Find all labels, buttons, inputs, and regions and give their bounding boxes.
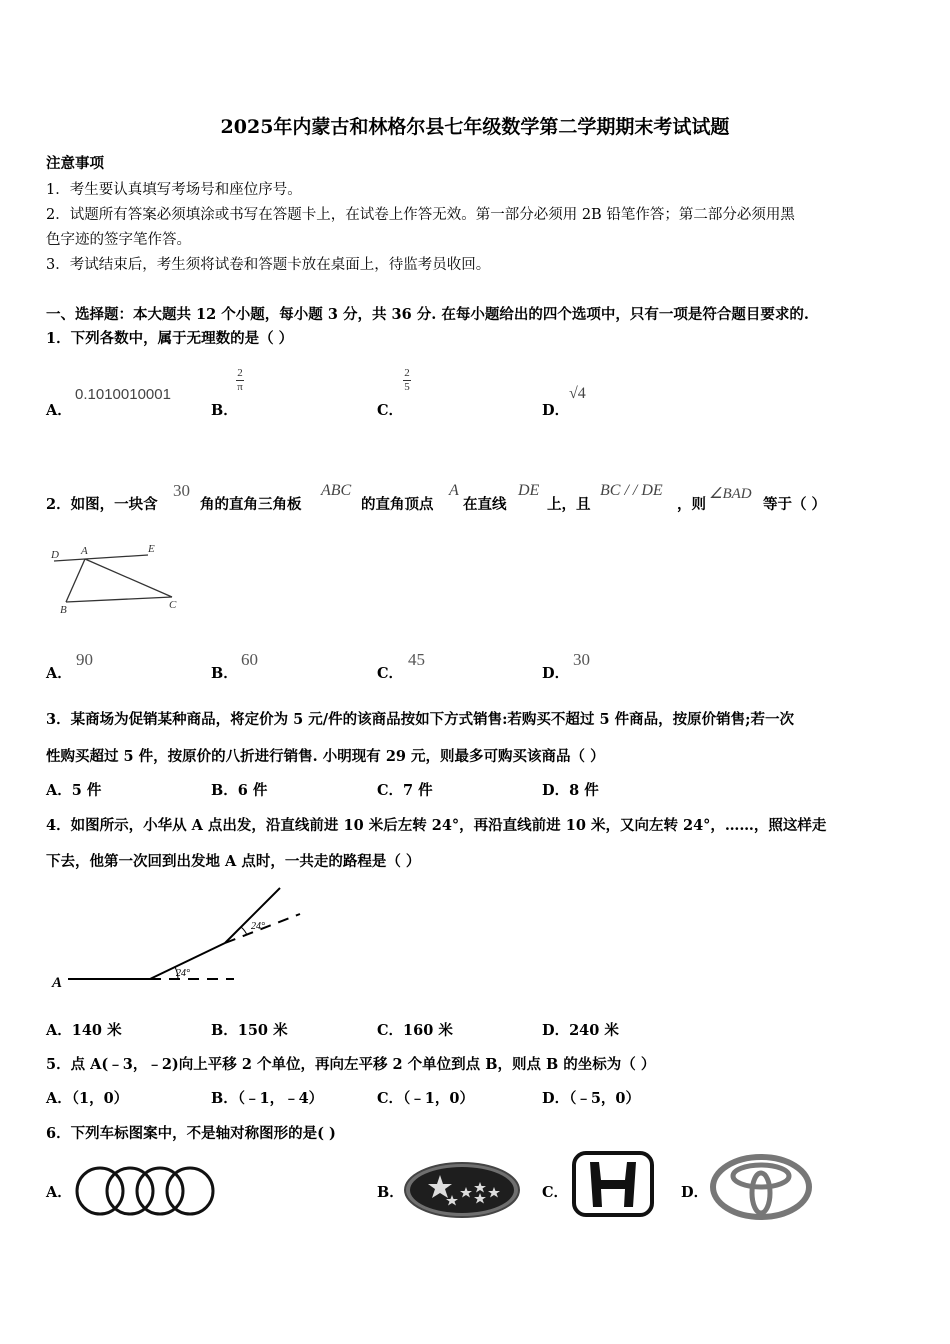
q4-path-figure	[48, 880, 308, 995]
point-a-label: A	[52, 975, 63, 991]
q3-option-b: B．6 件	[211, 782, 268, 799]
q6-option-b-label: B．	[377, 1184, 404, 1201]
fraction-numerator: 2	[404, 367, 410, 379]
q2-math-angle: ∠BAD	[709, 486, 752, 502]
q1-option-d-label: D．	[542, 402, 570, 419]
notice-item: 3．考试结束后，考生须将试卷和答题卡放在桌面上，待监考员收回。	[46, 257, 491, 273]
toyota-horizontal-ellipse	[733, 1165, 789, 1187]
q2-stem-part: 在直线	[463, 496, 507, 513]
notice-heading: 注意事项	[46, 155, 104, 172]
q2-stem-part: ，则	[677, 496, 706, 513]
point-e-label: E	[148, 543, 155, 555]
q5-option-a: A．（1，0）	[46, 1090, 129, 1107]
q2-stem-part: 的直角顶点	[361, 496, 434, 513]
q2-option-d-value: 30	[573, 650, 590, 669]
ring-1	[77, 1168, 123, 1214]
q1-option-a-value: 0.1010010001	[75, 386, 171, 403]
honda-logo	[571, 1150, 655, 1218]
line-de	[54, 555, 148, 561]
q5-option-c: C．（﹣1，0）	[377, 1090, 474, 1107]
q4-option-b: B．150 米	[211, 1022, 288, 1039]
q3-option-a: A．5 件	[46, 782, 102, 799]
q2-stem-part: 等于（ ）	[763, 496, 827, 513]
angle-arc-2	[241, 927, 247, 935]
third-segment	[225, 888, 280, 943]
fraction-denominator: 5	[404, 381, 410, 393]
q5-option-d: D．（﹣5，0）	[542, 1090, 641, 1107]
q4-option-d: D．240 米	[542, 1022, 619, 1039]
notice-item: 1．考生要认真填写考场号和座位序号。	[46, 182, 302, 198]
q1-option-c-fraction	[403, 368, 411, 393]
page-title: 2025年内蒙古和林格尔县七年级数学第二学期期末考试试题	[220, 116, 730, 138]
q5-option-b: B．（﹣1，﹣4）	[211, 1090, 324, 1107]
q2-option-b-label: B．	[211, 665, 238, 682]
q4-stem-line2: 下去，他第一次回到出发地 A 点时，一共走的路程是（ ）	[46, 853, 421, 870]
q2-math-de: DE	[518, 482, 540, 499]
q2-stem-part: 角的直角三角板	[200, 496, 302, 513]
side-ab	[66, 559, 85, 602]
q2-option-c-label: C．	[377, 665, 404, 682]
q6-stem: 6．下列车标图案中，不是轴对称图形的是( )	[46, 1125, 336, 1142]
q4-stem-line1: 4．如图所示，小华从 A 点出发，沿直线前进 10 米后左转 24°，再沿直线前进 10 米，又向左转 24°，……，照这样走	[46, 817, 827, 834]
q2-math-a: A	[449, 482, 459, 499]
point-d-label: D	[51, 549, 59, 561]
q1-option-d-value: √4	[569, 385, 586, 402]
q3-option-d: D．8 件	[542, 782, 599, 799]
side-ac	[85, 559, 172, 597]
subaru-logo	[402, 1160, 522, 1220]
q2-option-a-label: A．	[46, 665, 72, 682]
point-c-label: C	[169, 599, 177, 611]
ring-4	[167, 1168, 213, 1214]
toyota-logo	[708, 1153, 814, 1221]
honda-h-letter	[590, 1162, 636, 1207]
q2-stem-part: 上，且	[547, 496, 591, 513]
q5-stem: 5．点 A(﹣3，﹣2)向上平移 2 个单位，再向左平移 2 个单位到点 B，则点 B 的坐标为（ ）	[46, 1056, 656, 1073]
notice-item: 色字迹的签字笔作答。	[46, 232, 191, 248]
audi-logo	[74, 1165, 216, 1217]
q6-option-a-label: A．	[46, 1184, 72, 1201]
side-bc	[66, 597, 172, 602]
q1-option-c-label: C．	[377, 402, 404, 419]
q2-option-c-value: 45	[408, 650, 425, 669]
q2-option-a-value: 90	[76, 650, 93, 669]
q2-option-d-label: D．	[542, 665, 570, 682]
ring-2	[107, 1168, 153, 1214]
question-1-stem: 1．下列各数中，属于无理数的是（ ）	[46, 330, 294, 347]
fraction-numerator: 2	[237, 367, 243, 379]
q6-option-c-label: C．	[542, 1184, 569, 1201]
q1-option-b-fraction	[236, 368, 244, 393]
q2-math-abc: ABC	[321, 482, 352, 499]
fraction-denominator: π	[237, 381, 243, 393]
q2-stem-part: 2．如图，一块含	[46, 496, 158, 513]
q4-option-c: C．160 米	[377, 1022, 453, 1039]
subaru-inner-ellipse	[410, 1167, 514, 1213]
angle-label-1: 24°	[176, 968, 190, 979]
q2-math-parallel: BC / / DE	[600, 482, 663, 499]
q3-stem-line1: 3．某商场为促销某种商品，将定价为 5 元/件的该商品按如下方式销售:若购买不超过 5 件商品，按原价销售;若一次	[46, 711, 794, 728]
q3-stem-line2: 性购买超过 5 件，按原价的八折进行销售. 小明现有 29 元，则最多可购买该商品（ ）	[46, 748, 605, 765]
q2-option-b-value: 60	[241, 650, 258, 669]
q1-option-b-label: B．	[211, 402, 238, 419]
ring-3	[137, 1168, 183, 1214]
angle-label-2: 24°	[251, 921, 265, 932]
point-a-label: A	[81, 545, 88, 557]
q4-option-a: A．140 米	[46, 1022, 122, 1039]
point-b-label: B	[60, 604, 67, 616]
q2-math-30: 30	[173, 481, 190, 500]
section-heading: 一、选择题：本大题共 12 个小题，每小题 3 分，共 36 分. 在每小题给出的四个选项中，只有一项是符合题目要求的.	[46, 306, 809, 323]
q6-option-d-label: D．	[681, 1184, 709, 1201]
q3-option-c: C．7 件	[377, 782, 433, 799]
toyota-vertical-ellipse	[752, 1173, 770, 1213]
q1-option-a-label: A．	[46, 402, 72, 419]
notice-item: 2．试题所有答案必须填涂或书写在答题卡上，在试卷上作答无效。第一部分必须用 2B 铅笔作答；第二部分必须用黑	[46, 207, 795, 223]
q2-triangle-figure	[48, 540, 188, 616]
